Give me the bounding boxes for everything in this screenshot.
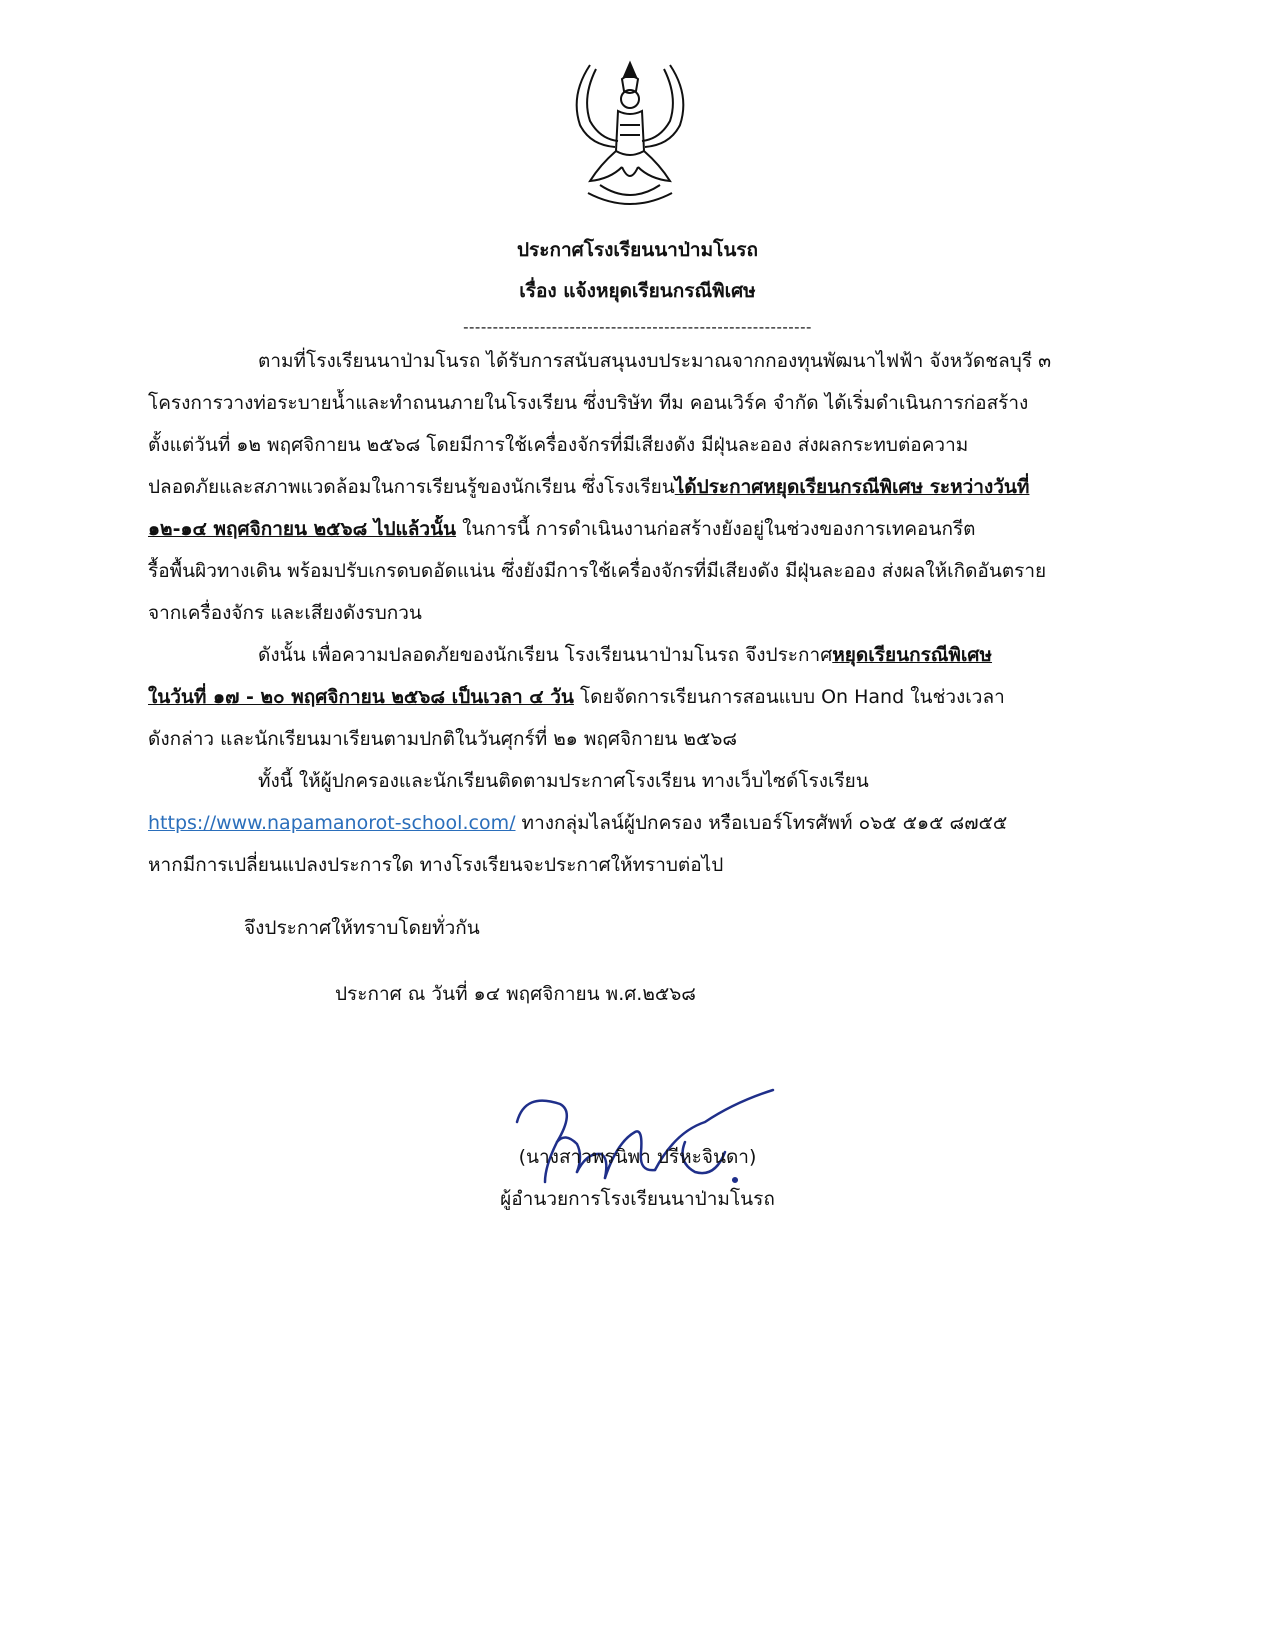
signer-position: ผู้อำนวยการโรงเรียนนาป่ามโนรถ	[500, 1188, 775, 1210]
announcement-subject: เรื่อง แจ้งหยุดเรียนกรณีพิเศษ	[519, 280, 756, 302]
separator-line: -----------------------------------------------------------	[463, 318, 812, 336]
p2-line-3: ดังกล่าว และนักเรียนมาเรียนตามปกติในวันศุกร์ที่ ๒๑ พฤศจิกายน ๒๕๖๘	[148, 728, 738, 750]
signer-name: (นางสาวพรนิพา ปรีหะจินดา)	[518, 1146, 757, 1168]
p3-line-2	[148, 809, 1128, 837]
p1-line-2: โครงการวางท่อระบายน้ำและทำถนนภายในโรงเรียน ซึ่งบริษัท ทีม คอนเวิร์ค จำกัด ได้เริ่มดำเนินการก่อสร้าง	[148, 392, 1029, 414]
p3-line-2-text: ทางกลุ่มไลน์ผู้ปกครอง หรือเบอร์โทรศัพท์ ๐๖๕ ๕๑๕ ๘๗๕๕	[515, 812, 1008, 834]
school-website-link[interactable]: https://www.napamanorot-school.com/	[148, 812, 516, 834]
p1-line-6: รื้อพื้นผิวทางเดิน พร้อมปรับเกรดบดอัดแน่น ซึ่งยังมีการใช้เครื่องจักรที่มีเสียงดัง มีฝุ่นละออง ส่งผลให้เกิดอันตราย	[148, 560, 1047, 582]
p1-line-4	[148, 473, 1128, 501]
announcement-title: ประกาศโรงเรียนนาป่ามโนรถ	[516, 239, 759, 261]
announcement-date: ประกาศ ณ วันที่ ๑๔ พฤศจิกายน พ.ศ.๒๕๖๘	[335, 983, 696, 1005]
p1-line-1: ตามที่โรงเรียนนาป่ามโนรถ ได้รับการสนับสนุนงบประมาณจากกองทุนพัฒนาไฟฟ้า จังหวัดชลบุรี ๓	[258, 350, 1052, 372]
signature-icon	[505, 1082, 805, 1192]
p1-line-4-text: ปลอดภัยและสภาพแวดล้อมในการเรียนรู้ของนักเรียน ซึ่งโรงเรียน	[148, 476, 675, 498]
p2-line-2-text: โดยจัดการเรียนการสอนแบบ On Hand ในช่วงเวลา	[573, 686, 1005, 708]
p2-line-1-bold: หยุดเรียนกรณีพิเศษ	[832, 644, 993, 666]
p2-line-2-bold: ในวันที่ ๑๗ - ๒๐ พฤศจิกายน ๒๕๖๘ เป็นเวลา ๔ วัน	[148, 686, 574, 708]
p3-line-1: ทั้งนี้ ให้ผู้ปกครองและนักเรียนติดตามประกาศโรงเรียน ทางเว็บไซด์โรงเรียน	[258, 770, 869, 792]
p2-line-1	[258, 641, 1128, 669]
p1-line-3: ตั้งแต่วันที่ ๑๒ พฤศจิกายน ๒๕๖๘ โดยมีการใช้เครื่องจักรที่มีเสียงดัง มีฝุ่นละออง ส่งผลกระทบต่อความ	[148, 434, 969, 456]
p2-line-2	[148, 683, 1128, 711]
p2-line-1-text: ดังนั้น เพื่อความปลอดภัยของนักเรียน โรงเรียนนาป่ามโนรถ จึงประกาศ	[258, 644, 833, 666]
p1-line-7: จากเครื่องจักร และเสียงดังรบกวน	[148, 602, 422, 624]
garuda-emblem-icon	[560, 55, 700, 213]
p1-line-5	[148, 515, 1128, 543]
closing-statement: จึงประกาศให้ทราบโดยทั่วกัน	[244, 917, 480, 939]
p3-line-3: หากมีการเปลี่ยนแปลงประการใด ทางโรงเรียนจะประกาศให้ทราบต่อไป	[148, 854, 724, 876]
p1-line-5-bold: ๑๒-๑๔ พฤศจิกายน ๒๕๖๘ ไปแล้วนั้น	[148, 518, 457, 540]
p1-line-5-text: ในการนี้ การดำเนินงานก่อสร้างยังอยู่ในช่วงของการเทคอนกรีต	[456, 518, 976, 540]
p1-line-4-bold: ได้ประกาศหยุดเรียนกรณีพิเศษ ระหว่างวันที่	[674, 476, 1030, 498]
